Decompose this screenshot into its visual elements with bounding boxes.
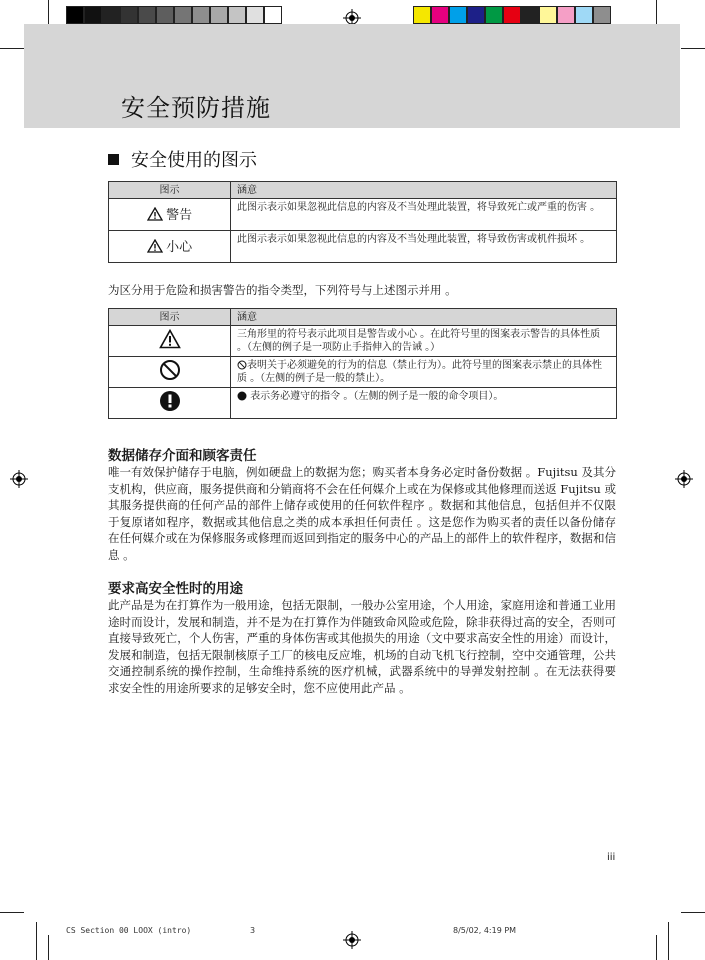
symbol-cell <box>109 388 231 419</box>
table-row <box>109 199 617 231</box>
signal-label-caution: 小心 <box>166 239 193 255</box>
color-swatch <box>413 6 431 24</box>
section-heading-text: 安全使用的图示 <box>131 150 257 171</box>
gray-swatch <box>84 6 102 24</box>
gray-swatch <box>264 6 282 24</box>
symbol-intro-text: 为区分用于危险和损害警告的指令类型，下列符号与上述图示并用 。 <box>108 283 457 297</box>
square-bullet-icon <box>108 154 119 165</box>
meaning-text: 表明关于必须避免的行为的信息（禁止行为）。此符号里的图案表示禁止的具体性质 。（左侧的例子是一般的禁止）。 <box>237 360 602 384</box>
footer-file-name: CS Section 00 LOOX (intro) <box>66 926 192 935</box>
color-calibration-bar <box>413 6 611 24</box>
subheading-data-responsibility: 数据储存介面和顾客责任 <box>108 448 257 464</box>
color-swatch <box>449 6 467 24</box>
color-swatch <box>521 6 539 24</box>
gray-swatch <box>246 6 264 24</box>
table-header-row <box>109 182 617 199</box>
gray-swatch <box>174 6 192 24</box>
warning-triangle-icon <box>147 207 163 221</box>
meaning-cell <box>231 388 617 419</box>
table-row <box>109 231 617 263</box>
gray-swatch <box>66 6 84 24</box>
signal-cell-caution <box>109 231 231 263</box>
signal-label-warning: 警告 <box>166 207 193 223</box>
meaning-cell: 此图示表示如果忽视此信息的内容及不当处理此装置，将导致伤害或机件损坏 。 <box>231 231 617 263</box>
gray-swatch <box>120 6 138 24</box>
meaning-cell: 三角形里的符号表示此项目是警告或小心 。在此符号里的图案表示警告的具体性质 。（左侧的例子是一项防止手指伸入的告诫 。） <box>231 326 617 357</box>
symbol-table <box>108 308 617 419</box>
gray-swatch <box>192 6 210 24</box>
column-header-icon: 图示 <box>109 182 231 199</box>
footer-timestamp: 8/5/02, 4:19 PM <box>453 926 517 935</box>
signal-cell-warning <box>109 199 231 231</box>
mandatory-small-icon <box>237 391 247 401</box>
mandatory-action-icon <box>159 390 181 412</box>
symbol-cell <box>109 357 231 388</box>
gray-swatch <box>228 6 246 24</box>
gray-swatch <box>102 6 120 24</box>
registration-mark-bottom <box>343 931 361 949</box>
color-swatch <box>593 6 611 24</box>
color-swatch <box>431 6 449 24</box>
gray-swatch <box>138 6 156 24</box>
gray-calibration-bar <box>66 6 282 24</box>
table-row <box>109 388 617 419</box>
prohibition-small-icon <box>237 360 247 370</box>
meaning-text: 表示务必遵守的指令 。（左侧的例子是一般的命令项目）。 <box>250 391 504 402</box>
signal-word-table <box>108 181 617 263</box>
gray-swatch <box>156 6 174 24</box>
triangle-warning-icon <box>159 329 181 349</box>
section-heading-safety-icons <box>108 146 257 172</box>
color-swatch <box>485 6 503 24</box>
page-number: iii <box>607 852 616 863</box>
gray-swatch <box>210 6 228 24</box>
table-row <box>109 326 617 357</box>
prohibition-icon <box>159 359 181 381</box>
color-swatch <box>467 6 485 24</box>
meaning-cell: 此图示表示如果忽视此信息的内容及不当处理此装置，将导致死亡或严重的伤害 。 <box>231 199 617 231</box>
color-swatch <box>503 6 521 24</box>
subheading-high-safety-use: 要求高安全性时的用途 <box>108 581 243 597</box>
column-header-meaning: 涵意 <box>231 182 617 199</box>
registration-mark-left <box>10 470 28 488</box>
column-header-icon: 图示 <box>109 309 231 326</box>
color-swatch <box>575 6 593 24</box>
symbol-cell <box>109 326 231 357</box>
meaning-cell <box>231 357 617 388</box>
table-row <box>109 357 617 388</box>
registration-mark-right <box>675 470 693 488</box>
high-safety-use-body: 此产品是为在打算作为一般用途，包括无限制，一般办公室用途，个人用途，家庭用途和普通工业用途时而设计，发展和制造，并不是为在打算作为伴随致命风险或危险，除非获得过高的安全，否则可直接导致死亡，个人伤害，严重的身体伤害或其他损失的用途（文中要求高安全性的用途）而设计，发展和制造，包括无限制核原子工厂的核电反应堆，机场的自动飞机飞行控制，空中交通管理，公共交通控制系统的操作控制，生命维持系统的医疗机械，武器系统中的导弹发射控制 。在无法获得要求安全性的用途所要求的足够安全时，您不应使用此产品 。 <box>108 598 616 695</box>
table-header-row <box>109 309 617 326</box>
page-title: 安全预防措施 <box>121 94 271 122</box>
caution-triangle-icon <box>147 239 163 253</box>
column-header-meaning: 涵意 <box>231 309 617 326</box>
footer-page: 3 <box>250 926 256 935</box>
color-swatch <box>539 6 557 24</box>
color-swatch <box>557 6 575 24</box>
data-responsibility-body: 唯一有效保护储存于电脑，例如硬盘上的数据为您；购买者本身务必定时备份数据 。Fujitsu 及其分支机构，供应商，服务提供商和分销商将不会在任何媒介上或在为保修或其他修理而送返 Fujitsu 或其服务提供商的任何产品的部件上储存或使用的任何软件程序 。数据和其他信息，包括但并不仅限于复原诸如程序，数据或其他信息之类的成本承担任何责任 。这是您作为购买者的责任以备份储存在任何媒介或在为保修服务或修理而返回到指定的服务中心的产品上的部件上的软件程序，数据和信息 。 <box>108 465 616 562</box>
